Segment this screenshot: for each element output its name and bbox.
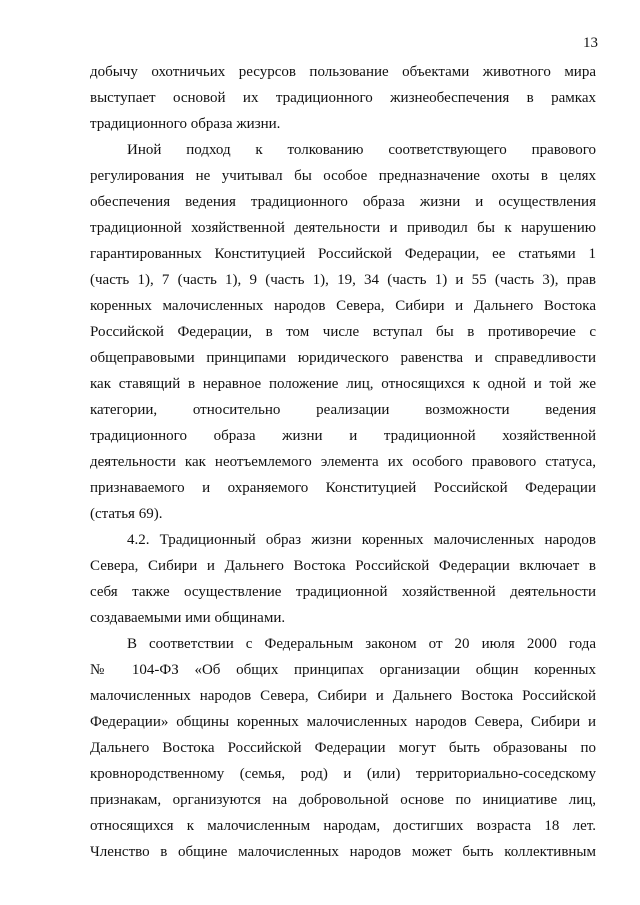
text-line: Иной подход к толкованию соответствующего правового xyxy=(127,142,596,158)
text-line: гарантированных Конституцией Российской Федерации, ее статьями 1 xyxy=(90,246,596,262)
text-line: 4.2. Традиционный образ жизни коренных малочисленных народов xyxy=(127,532,596,548)
text-line: традиционного образа жизни. xyxy=(90,116,281,132)
text-line: Членство в общине малочисленных народов может быть коллективным xyxy=(90,844,596,860)
text-line: деятельности как неотъемлемого элемента их особого правового статуса, xyxy=(90,454,596,470)
text-line: обеспечения ведения традиционного образа жизни и осуществления xyxy=(90,194,596,210)
text-line: (часть 1), 7 (часть 1), 9 (часть 1), 19, 34 (часть 1) и 55 (часть 3), прав xyxy=(90,272,596,288)
text-line: категории, относительно реализации возможности ведения xyxy=(90,402,596,418)
document-body-text xyxy=(90,59,596,865)
text-line: Федерации» общины коренных малочисленных народов Севера, Сибири и xyxy=(90,714,596,730)
text-line: признаваемого и охраняемого Конституцией Российской Федерации xyxy=(90,480,596,496)
text-line: Севера, Сибири и Дальнего Востока Российской Федерации включает в xyxy=(90,558,596,574)
text-line: традиционного образа жизни и традиционной хозяйственной xyxy=(90,428,596,444)
text-line: как ставящий в неравное положение лиц, относящихся к одной и той же xyxy=(90,376,596,392)
text-line: традиционной хозяйственной деятельности и приводил бы к нарушению xyxy=(90,220,596,236)
text-line: относящихся к малочисленным народам, достигших возраста 18 лет. xyxy=(90,818,596,834)
text-line: выступает основой их традиционного жизнеобеспечения в рамках xyxy=(90,90,596,106)
text-line: признакам, организуются на добровольной основе по инициативе лиц, xyxy=(90,792,596,808)
page-number: 13 xyxy=(583,35,598,51)
text-line: В соответствии с Федеральным законом от 20 июля 2000 года xyxy=(127,636,596,652)
text-line: добычу охотничьих ресурсов пользование объектами животного мира xyxy=(90,64,596,80)
text-line: (статья 69). xyxy=(90,506,163,522)
text-line: № 104-ФЗ «Об общих принципах организации общин коренных xyxy=(90,662,596,678)
text-line: кровнородственному (семья, род) и (или) территориально-соседскому xyxy=(90,766,596,782)
text-line: создаваемыми ими общинами. xyxy=(90,610,286,626)
text-line: малочисленных народов Севера, Сибири и Дальнего Востока Российской xyxy=(90,688,596,704)
text-line: общеправовыми принципами юридического равенства и справедливости xyxy=(90,350,596,366)
text-line: Российской Федерации, в том числе вступал бы в противоречие с xyxy=(90,324,596,340)
text-line: себя также осуществление традиционной хозяйственной деятельности xyxy=(90,584,596,600)
text-line: Дальнего Востока Российской Федерации могут быть образованы по xyxy=(90,740,596,756)
text-line: коренных малочисленных народов Севера, Сибири и Дальнего Востока xyxy=(90,298,596,314)
text-line: регулирования не учитывал бы особое предназначение охоты в целях xyxy=(90,168,596,184)
